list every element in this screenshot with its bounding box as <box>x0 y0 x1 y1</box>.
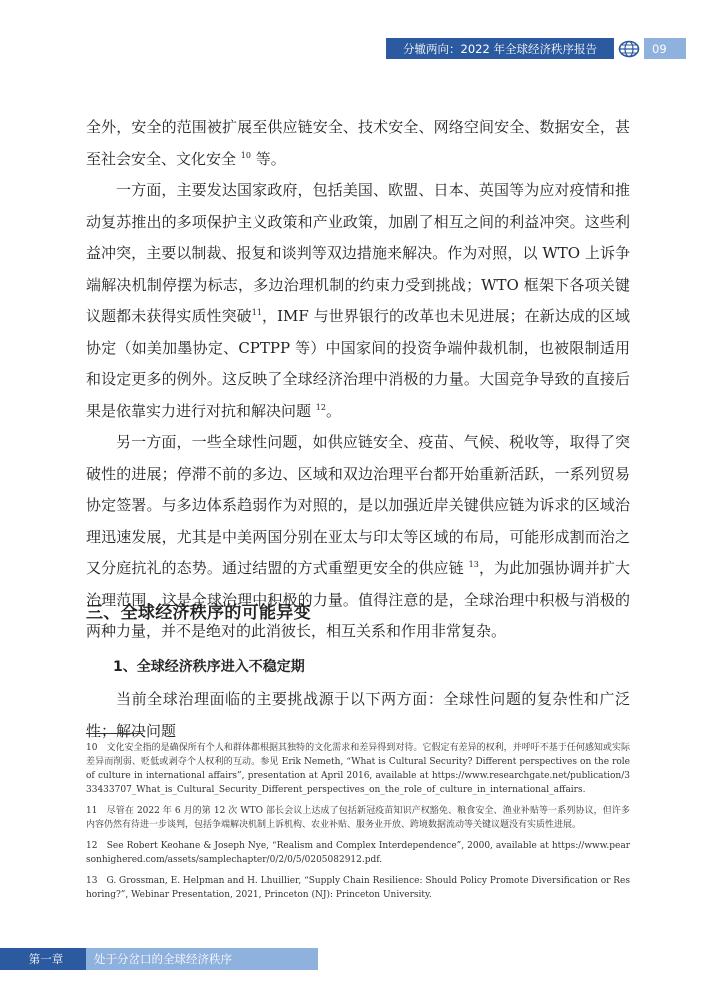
footnote-11: 11 尽管在 2022 年 6 月的第 12 次 WTO 部长会议上达成了包括新冠疫苗知识产权豁免、粮食安全、渔业补贴等一系列协议，但许多内容仍然有待进一步谈判，包括争端解决机制上诉机构、农业补贴、服务业开放、跨境数据流动等关键议题没有实质性进展。 <box>86 806 630 830</box>
section-paragraph-container <box>86 684 630 747</box>
footnote-12: 12 See Robert Keohane & Joseph Nye, “Realism and Complex Interdependence”, 2000, available at https://www.pearsonhighered.com/assets/samplechapter/0/2/0/5/0205082912.pdf. <box>86 841 630 865</box>
paragraph-3-text-a: 另一方面，一些全球性问题，如供应链安全、疫苗、气候、税收等，取得了突破性的进展；停滞不前的多边、区域和双边治理平台都开始重新活跃，一系列贸易协定签署。与多边体系趋弱作为对照的，是以加强近岸关键供应链为诉求的区域治理迅速发展，尤其是中美两国分别在亚太与印太等区域的布局，可能形成割而治之又分庭抗礼的态势。通过结盟的方式重塑更安全的供应链 <box>86 433 630 577</box>
paragraph-2 <box>86 175 630 427</box>
body-text <box>86 112 630 648</box>
paragraph-3-text-b: ，为此加强协调并扩大治理范围，这是全球治理中积极的力量。值得注意的是，全球治理中积极与消极的两种力量，并不是绝对的此消彼长，相互关系和作用非常复杂。 <box>86 559 630 640</box>
footnote-divider <box>86 733 143 734</box>
page-header <box>386 38 686 59</box>
footer-chapter-title: 处于分岔口的全球经济秩序 <box>86 948 318 970</box>
globe-logo-icon <box>614 38 644 59</box>
paragraph-1-end: 等。 <box>255 149 286 168</box>
footnote-13: 13 G. Grossman, E. Helpman and H. Lhuillier, “Supply Chain Resilience: Should Policy Promote Diversification or Reshoring?”, Webinar Presentation, 2021, Princeton (NJ): Princeton University. <box>86 876 630 900</box>
footnote-10: 10 文化安全指的是确保所有个人和群体都根据其独特的文化需求和差异得到对待。它假定有差异的权利，并呼吁不基于任何感知或实际差异而削弱、贬低或剥夺个人权利的互动。参见 Erik Nemeth, “What is Cultural Security? Different perspectives on the role of culture in international affairs”, presentation at April 2016, available at https://www.researchgate.net/publication/333433707_What_is_Cultural_Security_Different_perspectives_on_the_role_of_culture_in_international_affairs. <box>86 743 630 795</box>
page-footer <box>0 948 318 970</box>
footnote-ref-12[interactable]: 12 <box>315 402 326 412</box>
paragraph-2-text-a: 一方面，主要发达国家政府，包括美国、欧盟、日本、英国等为应对疫情和推动复苏推出的多项保护主义政策和产业政策，加剧了相互之间的利益冲突。这些利益冲突，主要以制裁、报复和谈判等双边措施来解决。作为对照，以 WTO 上诉争端解决机制停摆为标志，多边治理机制的约束力受到挑战；WTO 框架下各项关键议题都未获得实质性突破 <box>86 181 630 325</box>
header-title: 分辙两向：2022 年全球经济秩序报告 <box>386 38 614 59</box>
footnote-ref-11[interactable]: 11 <box>251 308 262 317</box>
section-paragraph: 当前全球治理面临的主要挑战源于以下两方面：全球性问题的复杂性和广泛性；解决问题 <box>86 690 630 740</box>
paragraph-1 <box>86 112 630 175</box>
footnotes <box>86 741 630 909</box>
paragraph-2-text-b: ，IMF 与世界银行的改革也未见进展；在新达成的区域协定（如美加墨协定、CPTPP 等）中国家间的投资争端仲裁机制，也被限制适用和设定更多的例外。这反映了全球经济治理中消极的力量。大国竞争导致的直接后果是依靠实力进行对抗和解决问题 <box>86 307 630 420</box>
footer-chapter: 第一章 <box>0 948 86 970</box>
footnote-ref-10[interactable]: 10 <box>240 150 251 160</box>
paragraph-2-end: 。 <box>325 401 341 420</box>
page-number: 09 <box>644 38 686 59</box>
paragraph-1-text: 全外，安全的范围被扩展至供应链安全、技术安全、网络空间安全、数据安全，甚至社会安全、文化安全 <box>86 118 630 168</box>
section-heading: 三、全球经济秩序的可能异变 <box>86 603 311 623</box>
footnote-ref-13[interactable]: 13 <box>468 560 479 569</box>
sub-heading: 1、全球经济秩序进入不稳定期 <box>113 659 305 675</box>
